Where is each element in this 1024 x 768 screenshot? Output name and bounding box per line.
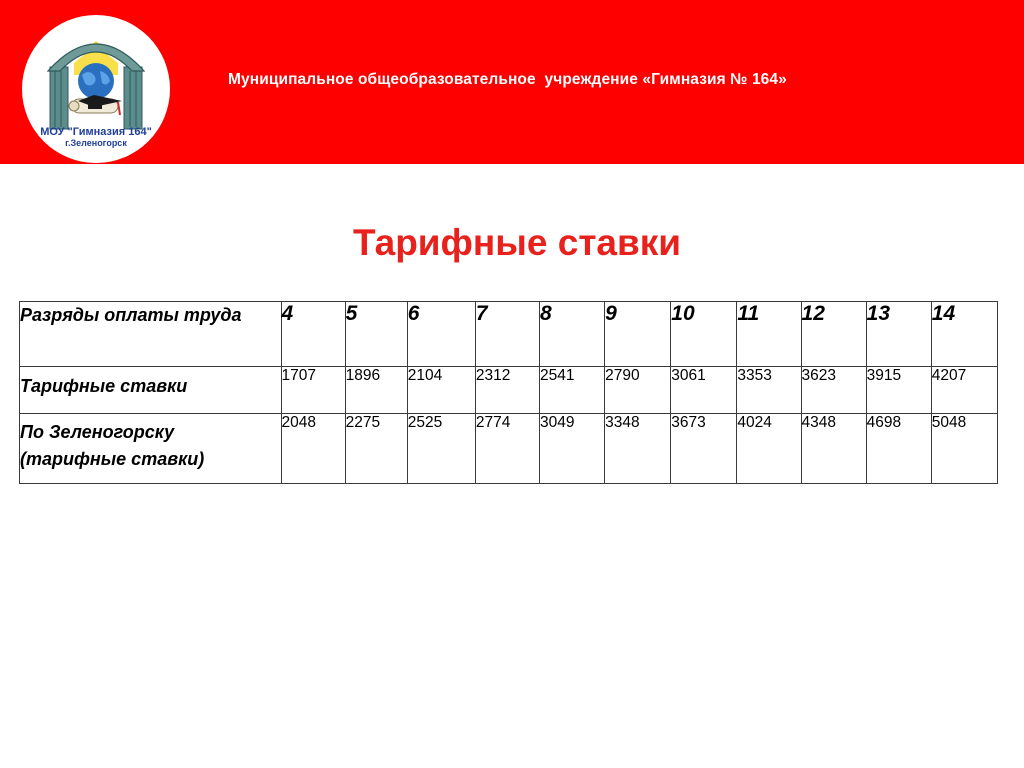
zelenogorsk-rate-cell: 2525 [407, 414, 475, 484]
rate-cell: 3623 [801, 367, 866, 414]
zelenogorsk-rate-cell: 4024 [737, 414, 801, 484]
rate-cell: 1896 [345, 367, 407, 414]
tariff-rates-table [19, 301, 998, 484]
page-title: Тарифные ставки [352, 222, 682, 263]
grades-label: Разряды оплаты труда [20, 302, 282, 367]
rate-cell: 3353 [737, 367, 801, 414]
zelenogorsk-rate-cell: 2774 [475, 414, 539, 484]
rate-cell: 1707 [281, 367, 345, 414]
grade-cell: 11 [737, 302, 801, 367]
rate-cell: 2790 [605, 367, 671, 414]
zelenogorsk-rate-cell: 2048 [281, 414, 345, 484]
table-row-zelenogorsk [20, 414, 998, 484]
rate-cell: 4207 [931, 367, 997, 414]
grade-cell: 14 [931, 302, 997, 367]
zelenogorsk-label: По Зеленогорску (тарифные ставки) [20, 414, 282, 484]
zelenogorsk-rate-cell: 2275 [345, 414, 407, 484]
logo-text-line1: МОУ "Гимназия 164" [40, 126, 152, 138]
grade-cell: 13 [866, 302, 931, 367]
grade-cell: 12 [801, 302, 866, 367]
rate-cell: 2541 [540, 367, 605, 414]
zelenogorsk-rate-cell: 3049 [540, 414, 605, 484]
zelenogorsk-rate-cell: 4698 [866, 414, 931, 484]
rate-cell: 2104 [407, 367, 475, 414]
school-emblem-icon [22, 15, 170, 163]
zelenogorsk-rate-cell: 4348 [801, 414, 866, 484]
rate-cell: 2312 [475, 367, 539, 414]
grade-cell: 5 [345, 302, 407, 367]
grade-cell: 8 [540, 302, 605, 367]
zelenogorsk-rate-cell: 3673 [671, 414, 737, 484]
logo-text-line2: г.Зеленогорск [65, 138, 127, 148]
header-band [0, 0, 1024, 164]
grade-cell: 9 [605, 302, 671, 367]
rate-cell: 3061 [671, 367, 737, 414]
rates-label: Тарифные ставки [20, 367, 282, 414]
school-logo [22, 15, 170, 163]
grade-cell: 7 [475, 302, 539, 367]
grade-cell: 6 [407, 302, 475, 367]
zelenogorsk-rate-cell: 3348 [605, 414, 671, 484]
organization-name: Муниципальное общеобразовательное учреждение «Гимназия № 164» [228, 71, 787, 88]
grade-cell: 10 [671, 302, 737, 367]
table-header-row [20, 302, 998, 367]
grade-cell: 4 [281, 302, 345, 367]
table-row-tariff-rates [20, 367, 998, 414]
rate-cell: 3915 [866, 367, 931, 414]
zelenogorsk-rate-cell: 5048 [931, 414, 997, 484]
